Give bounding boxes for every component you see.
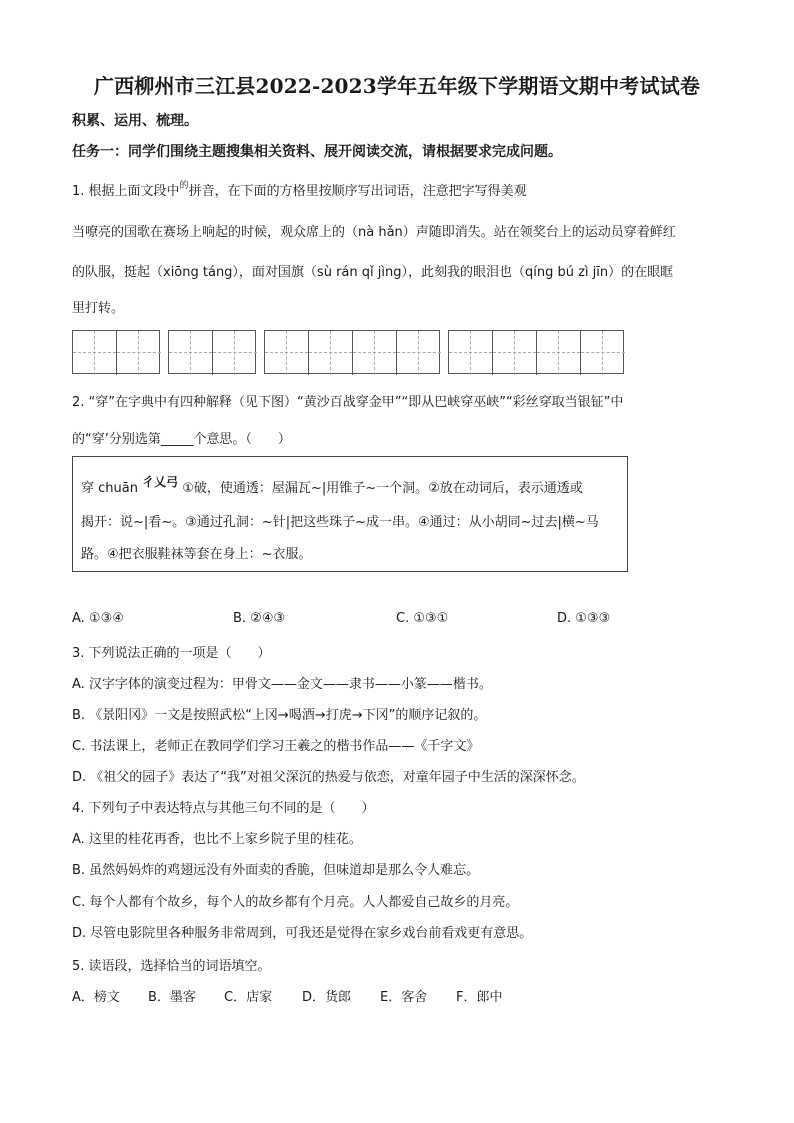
q1-passage-line3: 里打转。 xyxy=(72,301,125,316)
page-title: 广西柳州市三江县2022-2023学年五年级下学期语文期中考试试卷 xyxy=(93,74,701,98)
q4-option-c[interactable]: C. 每个人都有个故乡，每个人的故乡都有个月亮。人人都爱自己故乡的月亮。 xyxy=(72,895,519,910)
q2-option-c[interactable]: C. ①③① xyxy=(396,611,449,626)
q3-option-d[interactable]: D. 《祖父的园子》表达了“我”对祖父深沉的热爱与依恋，对童年园子中生活的深深怀念。 xyxy=(72,770,585,785)
answer-grid-qingbuzijin[interactable] xyxy=(448,330,624,374)
q5-option-e[interactable]: E．客舍 xyxy=(380,990,428,1005)
q1-stem-part1: 1. 根据上面文段中 xyxy=(72,184,180,199)
q5-option-d[interactable]: D．货郎 xyxy=(302,990,352,1005)
dict-line2: 揭开：说~|看~。③通过孔洞：~针|把这些珠子~成一串。④通过：从小胡同~过去|横~马 xyxy=(81,515,599,530)
q2-option-d[interactable]: D. ①③③ xyxy=(557,611,611,626)
dict-line1-text: ①破，使通透：屋漏瓦~|用锥子~一个洞。②放在动词后，表示通透或 xyxy=(182,481,583,496)
q2-stem-line2: 的“穿’分别选第_____个意思。（ ） xyxy=(72,432,291,447)
q2-option-a[interactable]: A. ①③④ xyxy=(72,611,124,626)
dict-headword: 穿 chuān xyxy=(81,481,138,496)
q1-stem-part2: 拼音，在下面的方格里按顺序写出词语，注意把字写得美观 xyxy=(188,184,527,199)
q1-stem-mark: 的 xyxy=(179,181,189,191)
q5-option-f[interactable]: F．郎中 xyxy=(456,990,503,1005)
task-heading: 任务一：同学们围绕主题搜集相关资料、展开阅读交流，请根据要求完成问题。 xyxy=(72,144,562,160)
section-heading: 积累、运用、梳理。 xyxy=(72,113,198,129)
q3-option-a[interactable]: A. 汉字字体的演变过程为：甲骨文——金文——隶书——小篆——楷书。 xyxy=(72,677,492,692)
q4-stem: 4. 下列句子中表达特点与其他三句不同的是（ ） xyxy=(72,801,375,816)
answer-grid-xiongtang[interactable] xyxy=(168,330,256,374)
q1-passage-line1: 当嘹亮的国歌在赛场上响起的时候，观众席上的（nà hǎn）声随即消失。站在领奖台上的运动员穿着鲜红 xyxy=(72,225,676,240)
q4-option-a[interactable]: A. 这里的桂花再香，也比不上家乡院子里的桂花。 xyxy=(72,832,362,847)
answer-grid-nahan[interactable] xyxy=(72,330,160,374)
q5-stem: 5. 读语段，选择恰当的词语填空。 xyxy=(72,959,271,974)
q5-option-a[interactable]: A．榜文 xyxy=(72,990,120,1005)
dict-line3: 路。④把衣服鞋袜等套在身上：~衣服。 xyxy=(81,547,312,562)
dictionary-entry-box xyxy=(72,456,628,572)
q2-stem-line1: 2. “穿”在字典中有四种解释（见下图）“黄沙百战穿金甲”“即从巴峡穿巫峡”“彩丝穿取当银钲”中 xyxy=(72,395,624,410)
q1-passage-line2: 的队服，挺起（xiōng táng），面对国旗（sù rán qǐ jìng），此刻我的眼泪也（qíng bú zì jīn）的在眼眶 xyxy=(72,265,674,280)
dict-line1 xyxy=(81,477,583,496)
q5-option-c[interactable]: C．店家 xyxy=(224,990,273,1005)
q3-option-c[interactable]: C. 书法课上，老师正在教同学们学习王羲之的楷书作品——《千字文》 xyxy=(72,739,480,754)
q5-option-b[interactable]: B．墨客 xyxy=(148,990,196,1005)
q4-option-d[interactable]: D. 尽管电影院里各种服务非常周到，可我还是觉得在家乡戏台前看戏更有意思。 xyxy=(72,926,533,941)
q2-option-b[interactable]: B. ②④③ xyxy=(233,611,286,626)
answer-grid-suranqijing[interactable] xyxy=(264,330,440,374)
q3-option-b[interactable]: B. 《景阳冈》一文是按照武松“上冈→喝酒→打虎→下冈”的顺序记叙的。 xyxy=(72,708,487,723)
q1-stem xyxy=(72,180,527,199)
dict-handwriting-mark: 彳乂弓 xyxy=(142,475,179,489)
q3-stem: 3. 下列说法正确的一项是（ ） xyxy=(72,646,271,661)
q4-option-b[interactable]: B. 虽然妈妈炸的鸡翅远没有外面卖的香脆，但味道却是那么令人难忘。 xyxy=(72,863,480,878)
